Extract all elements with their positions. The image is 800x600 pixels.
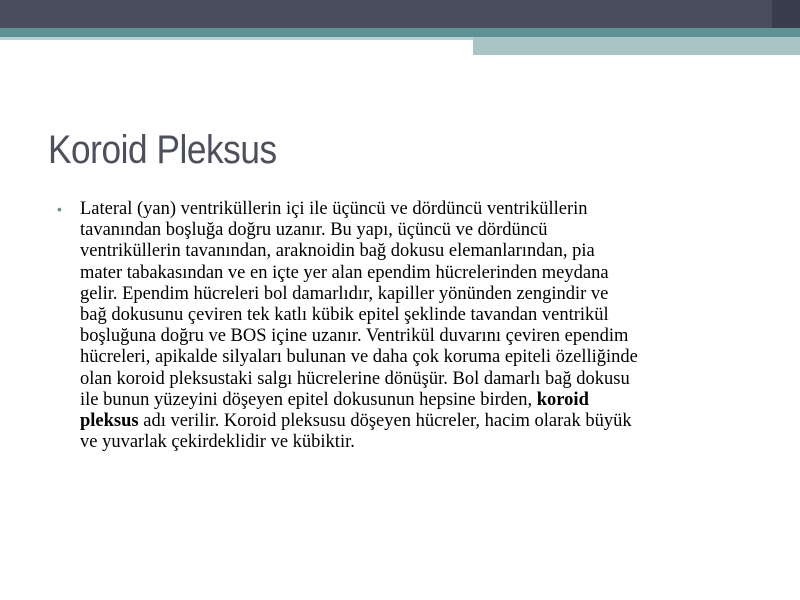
- bullet-text: [80, 199, 757, 453]
- body-line-with-term: [80, 390, 757, 411]
- body-line: mater tabakasından ve en içte yer alan ependim hücrelerinden meydana: [80, 262, 609, 283]
- header-right-block: [473, 37, 800, 55]
- slide-content: [57, 199, 757, 453]
- body-line: Lateral (yan) ventriküllerin içi ile üçüncü ve dördüncü ventriküllerin: [80, 199, 588, 219]
- bullet-dot-icon: •: [57, 201, 62, 217]
- body-line: ve yuvarlak çekirdeklidir ve kübiktir.: [80, 432, 355, 453]
- body-line: hücreleri, apikalde silyaları bulunan ve daha çok koruma epiteli özelliğinde: [80, 347, 638, 368]
- bold-term-pleksus: pleksus: [80, 411, 139, 432]
- body-line: adı verilir. Koroid pleksusu döşeyen hücreler, hacim olarak büyük: [143, 411, 632, 432]
- header-dark-bar: [0, 0, 800, 28]
- body-line: ventriküllerin tavanından, araknoidin bağ dokusu elemanlarından, pia: [80, 241, 595, 262]
- body-line: ile bunun yüzeyini döşeyen epitel dokusunun hepsine birden,: [80, 389, 533, 410]
- body-line: bağ dokusunu çeviren tek katlı kübik epitel şeklinde tavandan ventrikül: [80, 305, 609, 326]
- header-dark-accent: [772, 0, 800, 28]
- header-teal-bar: [0, 28, 800, 37]
- bullet-item: [57, 199, 757, 453]
- body-line: boşluğuna doğru ve BOS içine uzanır. Ventrikül duvarını çeviren ependim: [80, 326, 629, 347]
- slide-title: Koroid Pleksus: [48, 128, 277, 172]
- body-line: tavanından boşluğa doğru uzanır. Bu yapı, üçüncü ve dördüncü: [80, 220, 548, 241]
- header-light-strip: [0, 37, 473, 40]
- body-line: gelir. Ependim hücreleri bol damarlıdır, kapiller yönünden zengindir ve: [80, 283, 609, 304]
- bold-term-koroid: koroid: [536, 389, 589, 410]
- body-line: olan koroid pleksustaki salgı hücrelerine dönüşür. Bol damarlı bağ dokusu: [80, 368, 630, 389]
- body-line-with-term: [80, 411, 757, 432]
